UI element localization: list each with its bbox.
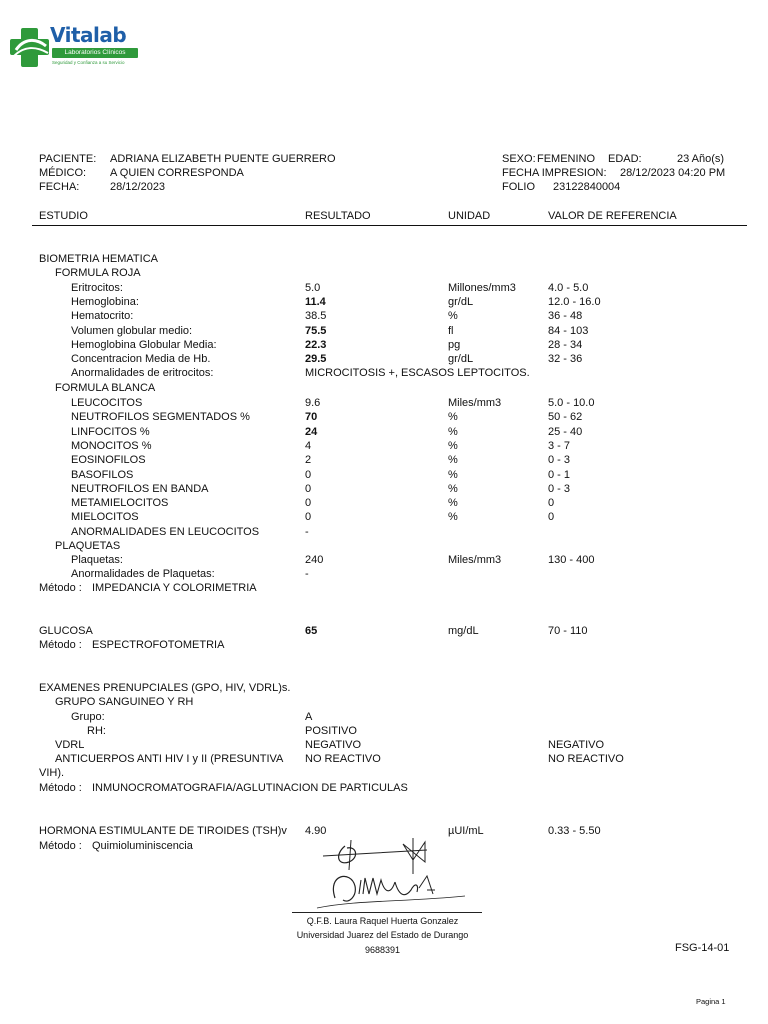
- medical-cross-icon: [8, 26, 52, 70]
- metodo-biometria-label: Método :: [39, 582, 82, 594]
- result-reference: 12.0 - 16.0: [548, 296, 601, 309]
- subsection-plaquetas: PLAQUETAS: [55, 540, 121, 552]
- result-reference: 32 - 36: [548, 353, 583, 365]
- result-unit: %: [448, 482, 458, 495]
- subsection-grupo-sanguineo: GRUPO SANGUINEO Y RH: [55, 696, 194, 708]
- fecha-label: FECHA:: [39, 181, 80, 193]
- edad-label: EDAD:: [608, 153, 642, 165]
- result-unit: %: [448, 468, 458, 481]
- result-name: Concentracion Media de Hb.: [71, 353, 211, 365]
- fecha-value: 28/12/2023: [110, 181, 166, 193]
- result-reference: 50 - 62: [548, 411, 583, 424]
- header-divider: [32, 225, 747, 226]
- result-name: Anormalidades de Plaquetas:: [71, 568, 215, 580]
- result-value: 0: [305, 511, 312, 524]
- result-unit: gr/dL: [448, 353, 474, 365]
- edad-value: 23 Año(s): [677, 153, 725, 165]
- signer-cedula: 9688391: [364, 945, 401, 955]
- result-name: Hemoglobina Globular Media:: [71, 338, 217, 351]
- result-unit: %: [448, 439, 458, 452]
- result-value: 22.3: [305, 338, 327, 351]
- signer-university: Universidad Juarez del Estado de Durango: [296, 930, 469, 940]
- result-name: Anormalidades de eritrocitos:: [71, 367, 214, 380]
- medico-label: MÉDICO:: [39, 167, 87, 179]
- paciente-value: ADRIANA ELIZABETH PUENTE GUERRERO: [110, 153, 336, 165]
- result-value: -: [305, 525, 309, 538]
- metodo-glucosa: ESPECTROFOTOMETRIA: [92, 639, 225, 651]
- result-reference: 0: [548, 511, 555, 524]
- result-name: Plaquetas:: [71, 554, 123, 566]
- result-name: NEUTROFILOS SEGMENTADOS %: [71, 411, 250, 424]
- vdrl-ref: NEGATIVO: [548, 739, 605, 751]
- result-reference: 5.0 - 10.0: [548, 397, 595, 409]
- result-unit: %: [448, 425, 458, 438]
- metodo-tsh: Quimioluminiscencia: [92, 840, 193, 852]
- metodo-biometria: IMPEDANCIA Y COLORIMETRIA: [92, 582, 257, 594]
- logo-tagline: Seguridad y Confianza a su Servicio: [52, 60, 125, 65]
- medico-value: A QUIEN CORRESPONDA: [110, 167, 244, 179]
- result-unit: gr/dL: [448, 296, 474, 309]
- vdrl-label: VDRL: [55, 739, 85, 751]
- result-reference: 36 - 48: [548, 310, 583, 323]
- hiv-label-cont: VIH).: [39, 767, 65, 779]
- sexo-label: SEXO:: [502, 153, 536, 165]
- result-reference: 28 - 34: [548, 338, 583, 351]
- hiv-value: NO REACTIVO: [305, 753, 381, 765]
- vitalab-logo: [8, 23, 143, 72]
- logo-name: Vitalab: [50, 23, 127, 47]
- result-value: 0: [305, 468, 312, 481]
- result-value: 240: [305, 554, 324, 566]
- result-reference: 25 - 40: [548, 425, 583, 438]
- grupo-label: Grupo:: [71, 711, 105, 723]
- col-unidad: UNIDAD: [448, 210, 491, 222]
- result-name: Volumen globular medio:: [71, 324, 193, 337]
- tsh-name: HORMONA ESTIMULANTE DE TIROIDES (TSH)v: [39, 825, 287, 837]
- glucosa-ref: 70 - 110: [548, 625, 588, 637]
- result-reference: 4.0 - 5.0: [548, 282, 589, 294]
- result-value: 0: [305, 497, 312, 510]
- result-name: MONOCITOS %: [71, 439, 152, 452]
- hiv-label: ANTICUERPOS ANTI HIV I y II (PRESUNTIVA: [55, 753, 284, 765]
- result-reference: 0 - 1: [548, 468, 571, 481]
- rh-value: POSITIVO: [305, 725, 357, 737]
- grupo-value: A: [305, 711, 313, 723]
- result-unit: %: [448, 411, 458, 424]
- result-unit: %: [448, 310, 458, 323]
- metodo-glucosa-label: Método :: [39, 639, 82, 651]
- tsh-unit: µUI/mL: [448, 825, 484, 837]
- result-value: 75.5: [305, 324, 327, 337]
- result-name: MIELOCITOS: [71, 511, 139, 524]
- folio-value: 23122840004: [553, 181, 621, 193]
- result-reference: 84 - 103: [548, 324, 589, 337]
- result-value: 4: [305, 439, 312, 452]
- col-referencia: VALOR DE REFERENCIA: [548, 210, 677, 222]
- subsection-formula-roja: FORMULA ROJA: [55, 267, 141, 279]
- result-name: Eritrocitos:: [71, 282, 123, 294]
- result-unit: fl: [448, 324, 454, 337]
- paciente-label: PACIENTE:: [39, 153, 97, 165]
- result-reference: 130 - 400: [548, 554, 595, 566]
- hiv-ref: NO REACTIVO: [548, 753, 624, 765]
- handwritten-signature: [315, 834, 475, 914]
- folio-label: FOLIO: [502, 181, 536, 193]
- result-name: EOSINOFILOS: [71, 454, 146, 467]
- result-reference: 0 - 3: [548, 454, 571, 467]
- result-unit: %: [448, 497, 458, 510]
- result-value: 24: [305, 425, 318, 438]
- result-name: Hemoglobina:: [71, 296, 139, 309]
- sexo-value: FEMENINO: [537, 153, 596, 165]
- metodo-prenupciales: INMUNOCROMATOGRAFIA/AGLUTINACION DE PARTICULAS: [92, 782, 408, 794]
- subsection-formula-blanca: FORMULA BLANCA: [55, 382, 156, 394]
- result-reference: 0: [548, 497, 555, 510]
- glucosa-unit: mg/dL: [448, 625, 479, 637]
- fecha-impresion-value: 28/12/2023 04:20 PM: [620, 167, 726, 179]
- result-unit: %: [448, 454, 458, 467]
- result-unit: Miles/mm3: [448, 554, 502, 566]
- result-reference: 3 - 7: [548, 439, 571, 452]
- result-name: NEUTROFILOS EN BANDA: [71, 482, 209, 495]
- result-unit: Miles/mm3: [448, 397, 502, 409]
- result-name: Hematocrito:: [71, 310, 134, 323]
- result-value: 11.4: [305, 296, 326, 309]
- form-code: FSG-14-01: [675, 942, 730, 954]
- result-unit: Millones/mm3: [448, 282, 516, 294]
- metodo-prenupciales-label: Método :: [39, 782, 82, 794]
- logo-subtitle: Laboratorios Clínicos: [52, 48, 138, 58]
- signature-line: [292, 912, 482, 913]
- fecha-impresion-label: FECHA IMPRESION:: [502, 167, 607, 179]
- result-value: 70: [305, 411, 318, 424]
- result-value: 9.6: [305, 397, 321, 409]
- result-value: MICROCITOSIS +, ESCASOS LEPTOCITOS.: [305, 367, 530, 380]
- metodo-tsh-label: Método :: [39, 840, 82, 852]
- glucosa-result: 65: [305, 625, 318, 637]
- result-name: ANORMALIDADES EN LEUCOCITOS: [71, 525, 260, 538]
- result-value: 38.5: [305, 310, 327, 323]
- result-value: 5.0: [305, 282, 321, 294]
- page-number: Pagina 1: [696, 997, 726, 1006]
- result-unit: %: [448, 511, 458, 524]
- result-name: LEUCOCITOS: [71, 397, 143, 409]
- tsh-ref: 0.33 - 5.50: [548, 825, 601, 837]
- signer-name: Q.F.B. Laura Raquel Huerta Gonzalez: [306, 916, 459, 926]
- col-estudio: ESTUDIO: [39, 210, 88, 222]
- col-resultado: RESULTADO: [305, 210, 371, 222]
- result-value: -: [305, 568, 309, 580]
- tsh-result: 4.90: [305, 825, 327, 837]
- result-name: BASOFILOS: [71, 468, 134, 481]
- glucosa-name: GLUCOSA: [39, 625, 93, 637]
- result-unit: pg: [448, 338, 461, 351]
- section-title-biometria: BIOMETRIA HEMATICA: [39, 253, 158, 265]
- rh-label: RH:: [87, 725, 106, 737]
- result-value: 29.5: [305, 353, 327, 365]
- result-value: 0: [305, 482, 312, 495]
- result-name: METAMIELOCITOS: [71, 497, 169, 510]
- result-reference: 0 - 3: [548, 482, 571, 495]
- result-value: 2: [305, 454, 312, 467]
- result-name: LINFOCITOS %: [71, 425, 150, 438]
- section-title-prenupciales: EXAMENES PRENUPCIALES (GPO, HIV, VDRL)s.: [39, 682, 291, 694]
- vdrl-value: NEGATIVO: [305, 739, 362, 751]
